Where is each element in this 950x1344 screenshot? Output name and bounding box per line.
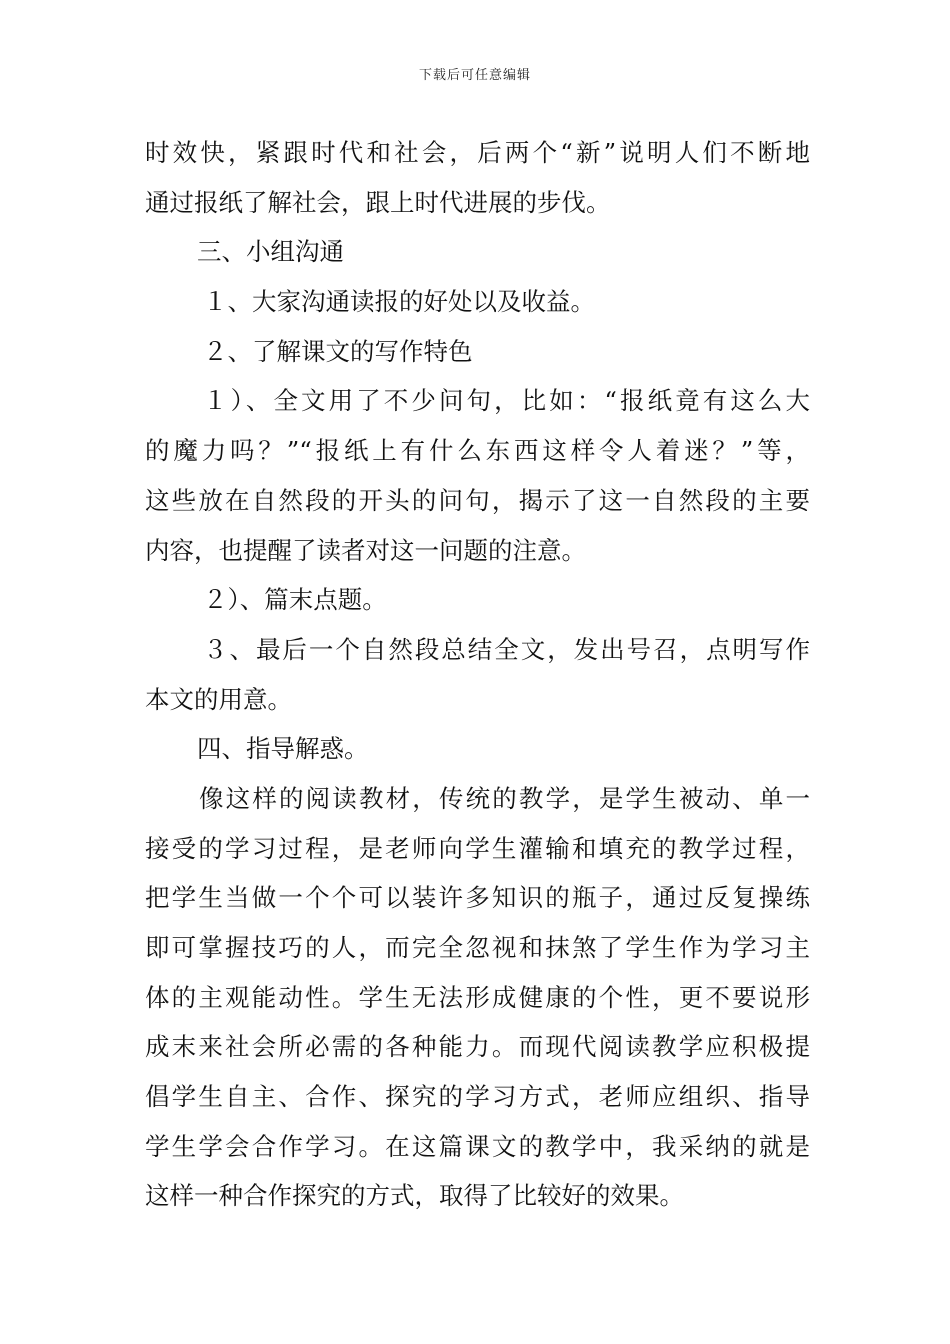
paragraph-line: 这样一种合作探究的方式，取得了比较好的效果。 [145, 1181, 684, 1211]
paragraph-line: 体的主观能动性。学生无法形成健康的个性，更不要说形 [145, 982, 810, 1012]
paragraph-line: 接受的学习过程，是老师向学生灌输和填充的教学过程， [145, 833, 810, 863]
paragraph-line: 倡学生自主、合作、探究的学习方式，老师应组织、指导 [145, 1082, 810, 1112]
paragraph-line: 把学生当做一个个可以装许多知识的瓶子，通过反复操练 [145, 883, 810, 913]
text-line: 内容，也提醒了读者对这一问题的注意。 [145, 535, 586, 565]
list-item: １、大家沟通读报的好处以及收益。 [203, 287, 595, 317]
text-line: 的魔力吗？”“报纸上有什么东西这样令人着迷？”等， [145, 436, 810, 466]
page-header: 下载后可任意编辑 [418, 68, 531, 83]
paragraph-line: 像这样的阅读教材，传统的教学，是学生被动、单一 [199, 783, 810, 813]
document-body [145, 128, 810, 1221]
paragraph-line: 即可掌握技巧的人，而完全忽视和抹煞了学生作为学习主 [145, 933, 810, 962]
sub-list-item: １）、全文用了不少问句，比如：“报纸竟有这么大 [203, 386, 810, 416]
text-line: 本文的用意。 [145, 684, 292, 714]
list-item: ２、了解课文的写作特色 [203, 336, 473, 366]
paragraph-line: 学生学会合作学习。在这篇课文的教学中，我采纳的就是 [145, 1131, 810, 1161]
text-line: 时效快，紧跟时代和社会，后两个“新”说明人们不断地 [145, 138, 810, 167]
text-line: 这些放在自然段的开头的问句，揭示了这一自然段的主要 [145, 485, 810, 515]
sub-list-item: ２）、篇末点题。 [203, 585, 387, 615]
section-heading: 四、指导解惑。 [197, 734, 369, 764]
section-heading: 三、小组沟通 [197, 237, 344, 267]
text-line: 通过报纸了解社会，跟上时代进展的步伐。 [145, 187, 611, 217]
paragraph-line: 成末来社会所必需的各种能力。而现代阅读教学应积极提 [145, 1032, 810, 1062]
list-item: ３、最后一个自然段总结全文，发出号召，点明写作 [203, 634, 810, 664]
